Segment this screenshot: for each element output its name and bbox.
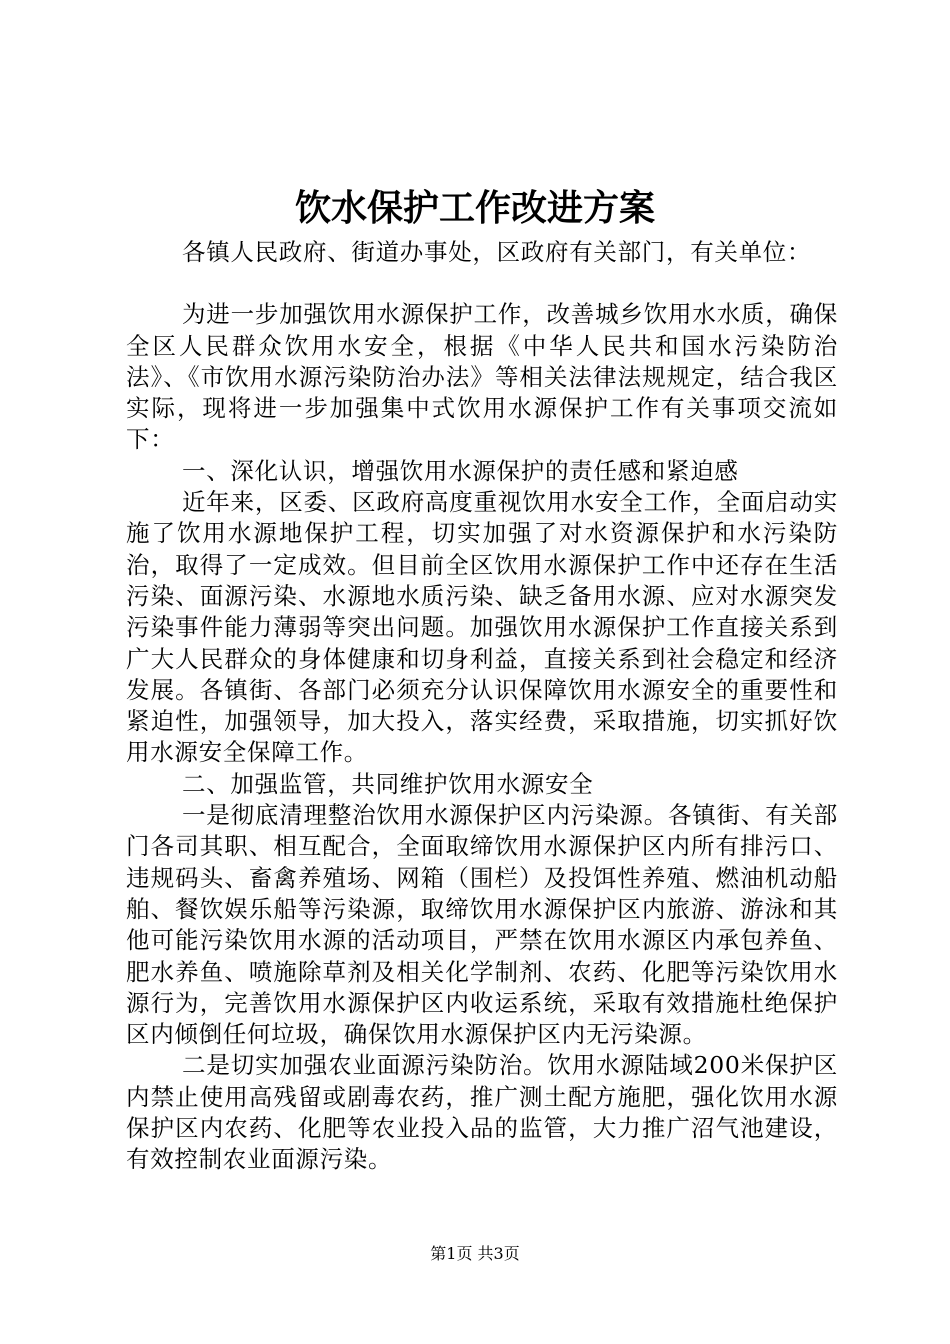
paragraph-item-1: 一是彻底清理整治饮用水源保护区内污染源。各镇街、有关部门各司其职、相互配合，全面取缔饮用水源保护区内所有排污口、违规码头、畜禽养殖场、网箱（围栏）及投饵性养殖、燃油机动船舶、餐饮娱乐船等污染源，取缔饮用水源保护区内旅游、游泳和其他可能污染饮用水源的活动项目，严禁在饮用水源区内承包养鱼、肥水养鱼、喷施除草剂及相关化学制剂、农药、化肥等污染饮用水源行为，完善饮用水源保护区内收运系统，采取有效措施杜绝保护区内倾倒任何垃圾，确保饮用水源保护区内无污染源。	[126, 801, 838, 1049]
paragraph-item-2: 二是切实加强农业面源污染防治。饮用水源陆域200米保护区内禁止使用高残留或剧毒农药，推广测土配方施肥，强化饮用水源保护区内农药、化肥等农业投入品的监管，大力推广沼气池建设，有效控制农业面源污染。	[126, 1051, 838, 1174]
document-body	[126, 237, 838, 1176]
salutation: 各镇人民政府、街道办事处，区政府有关部门，有关单位：	[182, 238, 812, 266]
section-heading-1: 一、深化认识，增强饮用水源保护的责任感和紧迫感	[182, 456, 739, 485]
section-heading-2: 二、加强监管，共同维护饮用水源安全	[182, 769, 594, 798]
page-footer: 第1页 共3页	[430, 1244, 520, 1263]
paragraph-section-1: 近年来，区委、区政府高度重视饮用水安全工作，全面启动实施了饮用水源地保护工程，切实加强了对水资源保护和水污染防治，取得了一定成效。但目前全区饮用水源保护工作中还存在生活污染、面源污染、水源地水质污染、缺乏备用水源、应对水源突发污染事件能力薄弱等突出问题。加强饮用水源保护工作直接关系到广大人民群众的身体健康和切身利益，直接关系到社会稳定和经济发展。各镇街、各部门必须充分认识保障饮用水源安全的重要性和紧迫性，加强领导，加大投入，落实经费，采取措施，切实抓好饮用水源安全保障工作。	[126, 488, 838, 767]
document-title: 饮水保护工作改进方案	[294, 187, 655, 229]
paragraph-intro: 为进一步加强饮用水源保护工作，改善城乡饮用水水质，确保全区人民群众饮用水安全，根据《中华人民共和国水污染防治法》、《市饮用水源污染防治办法》等相关法律法规规定，结合我区实际，现将进一步加强集中式饮用水源保护工作有关事项交流如下：	[126, 300, 838, 454]
